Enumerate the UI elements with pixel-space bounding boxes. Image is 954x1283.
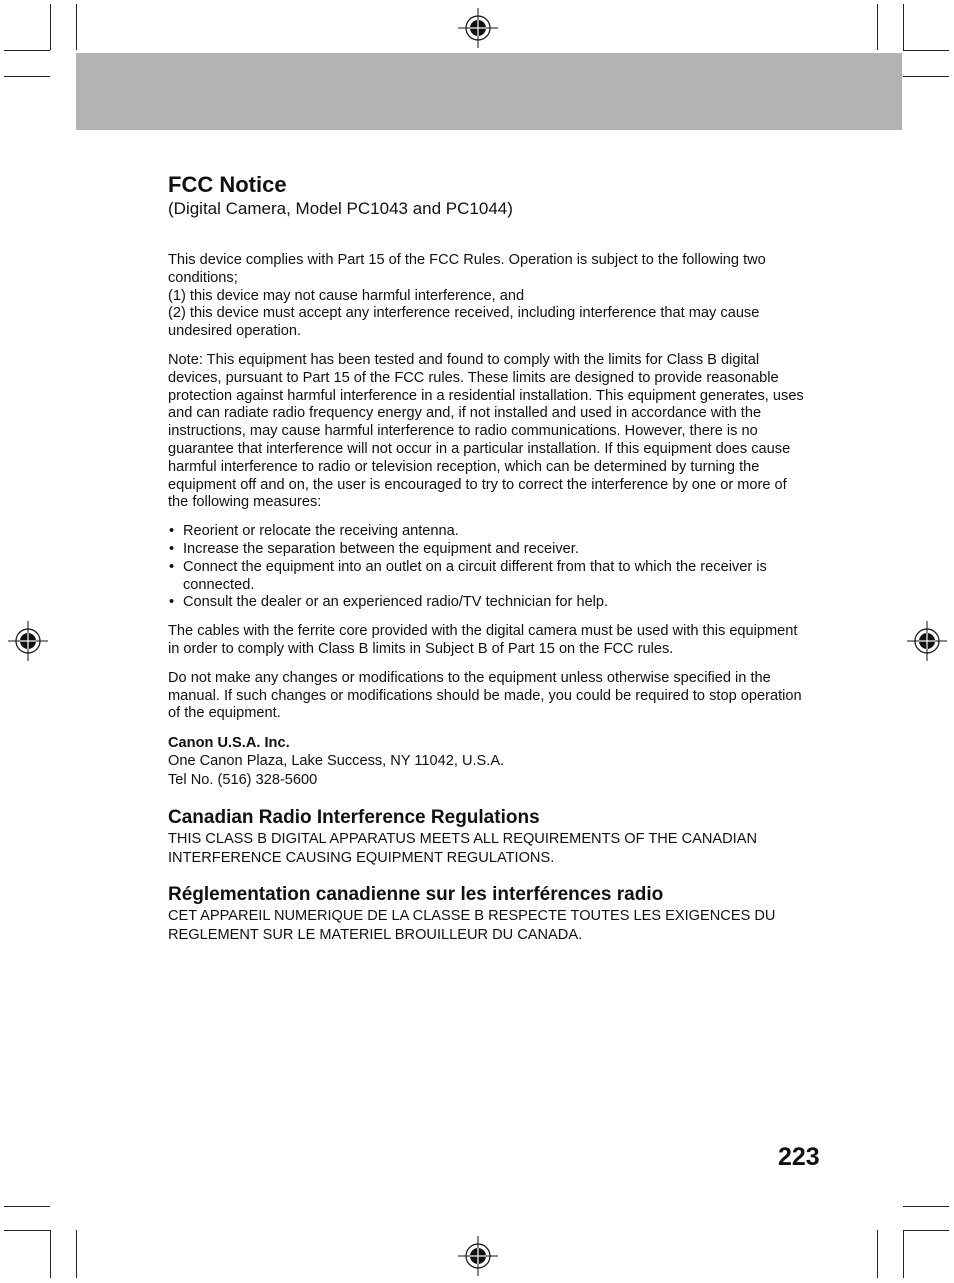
crop-mark (903, 4, 904, 50)
crop-mark (50, 1230, 51, 1278)
registration-mark-icon (907, 621, 947, 661)
header-band (76, 53, 902, 130)
note-paragraph: Note: This equipment has been tested and found to comply with the limits for Class B digital devices, pursuant to Part 15 of the FCC rules. These limits are designed to provide reasonable protection against harmful interference in a residential installation. This equipment generates, uses and can radiate radio frequency energy and, if not installed and used in accordance with the instructions, may cause harmful interference to radio communications. However, there is no guarantee that interference will not occur in a particular installation. If this equipment does cause harmful interference to radio or television reception, which can be determined by turning the equipment off and on, the user is encouraged to try to correct the interference by one or more of the following measures: (168, 351, 804, 511)
crop-mark (4, 50, 50, 51)
compliance-paragraph (168, 252, 808, 341)
crop-mark (4, 1206, 50, 1207)
registration-mark-icon (8, 621, 48, 661)
company-address: One Canon Plaza, Lake Success, NY 11042, U.S.A. (168, 753, 505, 770)
company-tel: Tel No. (516) 328-5600 (168, 771, 318, 788)
contact-block (168, 734, 808, 789)
page-subtitle: (Digital Camera, Model PC1043 and PC1044) (168, 199, 513, 218)
crop-mark (76, 1230, 77, 1278)
crop-mark (50, 4, 51, 50)
crop-mark (76, 4, 77, 50)
list-item: • Connect the equipment into an outlet on a circuit different from that to which the receiver is connected. (168, 559, 808, 595)
crop-mark (877, 1230, 878, 1278)
cables-paragraph: The cables with the ferrite core provided with the digital camera must be used with this equipment in order to comply with Class B limits in Subject B of Part 15 on the FCC rules. (168, 623, 798, 657)
crop-mark (903, 50, 949, 51)
french-text: CET APPAREIL NUMERIQUE DE LA CLASSE B RESPECTE TOUTES LES EXIGENCES DU REGLEMENT SUR LE MATERIEL BROUILLEUR DU CANADA. (168, 908, 776, 943)
canadian-heading: Canadian Radio Interference Regulations (168, 807, 540, 829)
compliance-line: (2) this device must accept any interference received, including interference that may cause undesired operation. (168, 305, 760, 340)
modifications-paragraph: Do not make any changes or modifications to the equipment unless otherwise specified in the manual. If such changes or modifications should be made, you could be required to stop operation of the equipment. (168, 669, 802, 722)
crop-mark (903, 76, 949, 77)
french-heading: Réglementation canadienne sur les interférences radio (168, 884, 664, 906)
page-title: FCC Notice (168, 172, 287, 197)
compliance-line: This device complies with Part 15 of the FCC Rules. Operation is subject to the following two conditions; (168, 252, 766, 286)
page-content (168, 171, 808, 960)
list-item: • Consult the dealer or an experienced radio/TV technician for help. (168, 594, 808, 612)
crop-mark (4, 1230, 50, 1231)
crop-mark (903, 1230, 949, 1231)
canadian-text: THIS CLASS B DIGITAL APPARATUS MEETS ALL REQUIREMENTS OF THE CANADIAN INTERFERENCE CAUSING EQUIPMENT REGULATIONS. (168, 831, 758, 866)
crop-mark (4, 76, 50, 77)
compliance-line: (1) this device may not cause harmful interference, and (168, 287, 525, 304)
registration-mark-icon (458, 1236, 498, 1276)
measures-list (168, 523, 808, 612)
list-item: • Increase the separation between the equipment and receiver. (168, 541, 808, 559)
page-number: 223 (778, 1143, 820, 1171)
registration-mark-icon (458, 8, 498, 48)
crop-mark (903, 1206, 949, 1207)
crop-mark (903, 1230, 904, 1278)
list-item: • Reorient or relocate the receiving antenna. (168, 523, 808, 541)
crop-mark (877, 4, 878, 50)
company-name: Canon U.S.A. Inc. (168, 735, 290, 752)
